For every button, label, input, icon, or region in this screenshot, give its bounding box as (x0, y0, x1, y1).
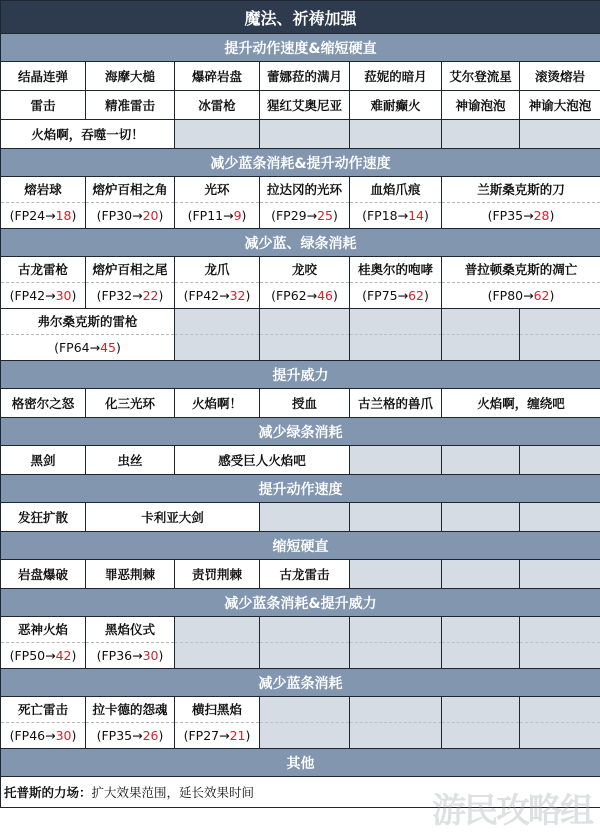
spell-cell (175, 446, 350, 475)
fp-cost (442, 334, 519, 360)
table-row (1, 177, 600, 229)
section-header: 提升威力 (1, 361, 600, 389)
fp-original: 29 (290, 208, 307, 223)
fp-prefix: (FP (183, 728, 204, 743)
spell-name: 授血 (291, 395, 317, 411)
empty-cell (442, 560, 520, 589)
spell-name (350, 309, 441, 334)
fp-suffix: ) (158, 648, 164, 663)
fp-original: 42 (203, 288, 220, 303)
spell-name: 光环 (204, 182, 230, 197)
spell-cell (1, 62, 86, 91)
fp-prefix: (FP (96, 648, 117, 663)
fp-cost (520, 334, 600, 360)
section-header: 减少蓝、绿条消耗 (1, 229, 600, 257)
section-header-row (1, 418, 600, 446)
fp-original: 30 (116, 208, 133, 223)
spell-cell (86, 177, 175, 229)
fp-cost (86, 642, 174, 668)
fp-prefix: (FP (9, 288, 30, 303)
fp-reduced: 9 (233, 208, 242, 223)
fp-original: 36 (116, 648, 133, 663)
spell-name (520, 309, 600, 334)
spell-cell (1, 446, 86, 475)
empty-cell (442, 617, 520, 669)
table-row (1, 446, 600, 475)
fp-cost (520, 722, 600, 748)
spell-cell (1, 503, 86, 532)
fp-prefix: (FP (96, 288, 117, 303)
fp-suffix: ) (116, 340, 121, 355)
fp-prefix: (FP (54, 340, 74, 355)
empty-cell (260, 503, 350, 532)
spell-cell (350, 91, 442, 120)
spell-cell (86, 503, 260, 532)
fp-cost (1, 202, 85, 228)
empty-cell (520, 697, 600, 749)
spell-cell (350, 62, 442, 91)
fp-cost (175, 642, 259, 668)
spell-cell (1, 257, 86, 309)
arrow-icon: → (219, 288, 230, 303)
empty-cell (175, 309, 260, 361)
arrow-icon: → (132, 288, 143, 303)
empty-cell (442, 697, 520, 749)
fp-cost (442, 722, 519, 748)
fp-prefix: (FP (96, 208, 117, 223)
empty-cell (350, 446, 442, 475)
spell-name: 龙爪 (204, 262, 230, 277)
spell-cell (86, 389, 175, 418)
fp-suffix: ) (71, 728, 77, 743)
spell-name: 雷击 (30, 97, 56, 113)
section-header: 减少蓝条消耗 (1, 669, 600, 697)
table-row (1, 503, 600, 532)
empty-cell (350, 120, 442, 149)
fp-prefix: (FP (96, 728, 117, 743)
empty-cell (350, 309, 442, 361)
table-row (1, 617, 600, 669)
spell-name: 熔炉百相之角 (92, 182, 168, 197)
spell-name: 死亡雷击 (17, 702, 68, 717)
section-header: 减少蓝条消耗&提升动作速度 (1, 149, 600, 177)
empty-cell (442, 446, 520, 475)
section-header-row (1, 361, 600, 389)
spell-name (442, 697, 519, 722)
spell-name: 火焰啊，吞噬一切！ (31, 126, 144, 142)
fp-original: 24 (29, 208, 46, 223)
section-header-row (1, 589, 600, 617)
spell-name: 岩盘爆破 (17, 566, 68, 582)
spell-name: 拉卡德的怨魂 (92, 702, 168, 717)
empty-cell (442, 309, 520, 361)
spell-name: 火焰啊！ (191, 395, 242, 411)
fp-suffix: ) (424, 208, 429, 223)
empty-cell (260, 309, 350, 361)
section-header-row (1, 34, 600, 62)
fp-prefix: (FP (362, 208, 382, 223)
section-header: 缩短硬直 (1, 532, 600, 560)
arrow-icon: → (45, 728, 56, 743)
fp-cost (175, 334, 259, 360)
fp-reduced: 62 (533, 288, 550, 303)
spell-name: 血焰爪痕 (370, 182, 421, 197)
table-row (1, 120, 600, 149)
fp-suffix: ) (158, 728, 164, 743)
section-header-row (1, 229, 600, 257)
empty-cell (350, 503, 442, 532)
fp-reduced: 32 (229, 288, 246, 303)
section-header-row (1, 669, 600, 697)
table-row (1, 697, 600, 749)
spell-name (175, 309, 259, 334)
fp-cost (350, 334, 441, 360)
spell-cell (86, 560, 175, 589)
fp-cost (260, 722, 349, 748)
fp-reduced: 20 (142, 208, 159, 223)
arrow-icon: → (306, 208, 318, 223)
spell-name: 火焰啊，缠绕吧 (477, 395, 565, 411)
spell-name: 古兰格的兽爪 (357, 395, 433, 411)
spell-cell (260, 257, 350, 309)
table-title: 魔法、祈祷加强 (1, 1, 600, 34)
fp-reduced: 30 (55, 728, 72, 743)
spell-cell (86, 697, 175, 749)
spell-cell (260, 560, 350, 589)
fp-suffix: ) (241, 208, 247, 223)
empty-cell (350, 617, 442, 669)
fp-suffix: ) (71, 208, 77, 223)
arrow-icon: → (132, 648, 143, 663)
fp-cost (86, 202, 174, 228)
section-header-row (1, 149, 600, 177)
fp-suffix: ) (71, 288, 77, 303)
empty-cell (175, 617, 260, 669)
spell-name (350, 697, 441, 722)
fp-cost (260, 334, 349, 360)
fp-reduced: 30 (55, 288, 72, 303)
spell-name: 桂奥尔的咆哮 (357, 262, 433, 277)
spell-cell (260, 389, 350, 418)
fp-suffix: ) (158, 288, 164, 303)
spell-cell (260, 177, 350, 229)
arrow-icon: → (223, 208, 234, 223)
empty-cell (260, 617, 350, 669)
spell-name: 感受巨人火焰吧 (218, 452, 306, 468)
spell-name (260, 697, 349, 722)
fp-cost (1, 642, 85, 668)
fp-reduced: 25 (317, 208, 333, 223)
fp-reduced: 18 (55, 208, 72, 223)
fp-cost (175, 722, 259, 748)
table-row (1, 560, 600, 589)
empty-cell (175, 120, 260, 149)
fp-reduced: 45 (100, 340, 116, 355)
fp-cost (442, 642, 519, 668)
spell-cell (1, 389, 86, 418)
spell-name: 滚烫熔岩 (535, 68, 586, 84)
table-row (1, 309, 600, 361)
spell-cell (520, 62, 600, 91)
fp-reduced: 21 (229, 728, 246, 743)
fp-reduced: 22 (142, 288, 159, 303)
spell-name: 虫丝 (117, 452, 143, 468)
fp-cost (442, 202, 600, 228)
spell-cell (86, 62, 175, 91)
fp-original: 80 (507, 288, 524, 303)
arrow-icon: → (45, 208, 56, 223)
spell-cell (1, 177, 86, 229)
fp-cost (1, 722, 85, 748)
spell-name: 古龙雷枪 (17, 262, 68, 277)
fp-cost (350, 642, 441, 668)
fp-original: 75 (381, 288, 398, 303)
fp-reduced: 28 (533, 208, 550, 223)
spell-name: 菈妮的暗月 (364, 68, 427, 84)
fp-cost (86, 722, 174, 748)
spell-name (260, 617, 349, 642)
spell-name: 罪恶荆棘 (104, 566, 155, 582)
spell-name (442, 617, 519, 642)
spell-cell (1, 560, 86, 589)
fp-original: 50 (29, 648, 46, 663)
fp-original: 27 (203, 728, 220, 743)
empty-cell (520, 560, 600, 589)
empty-cell (442, 120, 520, 149)
fp-reduced: 62 (408, 288, 424, 303)
section-header-row (1, 749, 600, 777)
fp-cost (175, 202, 259, 228)
spell-name: 卡利亚大剑 (141, 509, 204, 525)
empty-cell (520, 503, 600, 532)
fp-cost (1, 334, 174, 360)
arrow-icon: → (45, 288, 56, 303)
spell-name: 弗尔桑克斯的雷枪 (37, 314, 138, 329)
arrow-icon: → (45, 648, 56, 663)
spell-cell (442, 62, 520, 91)
spell-name: 格密尔之怒 (11, 395, 75, 411)
spell-cell (175, 389, 260, 418)
fp-prefix: (FP (187, 208, 208, 223)
empty-cell (350, 560, 442, 589)
spell-name: 兰斯桑克斯的刀 (477, 182, 565, 197)
spell-name: 冰雷枪 (198, 97, 236, 113)
fp-cost (350, 282, 441, 308)
spell-name (175, 617, 259, 642)
arrow-icon: → (89, 340, 101, 355)
spell-name: 猩红艾奥尼亚 (266, 97, 342, 113)
spell-cell (1, 120, 175, 149)
arrow-icon: → (397, 288, 409, 303)
spell-cell (442, 177, 600, 229)
table-row (1, 257, 600, 309)
spell-name: 神谕泡泡 (455, 97, 506, 113)
spell-name: 古龙雷击 (279, 566, 330, 582)
fp-cost (520, 642, 600, 668)
section-header-row (1, 532, 600, 560)
spell-cell (442, 257, 600, 309)
empty-cell (350, 697, 442, 749)
spell-cell (350, 177, 442, 229)
fp-reduced: 46 (317, 288, 333, 303)
arrow-icon: → (523, 288, 534, 303)
empty-cell (442, 503, 520, 532)
fp-original: 62 (290, 288, 307, 303)
table-row (1, 91, 600, 120)
spell-name: 拉达冈的光环 (266, 182, 342, 197)
empty-cell (260, 697, 350, 749)
fp-reduced: 14 (408, 208, 424, 223)
empty-cell (520, 446, 600, 475)
spell-name: 普拉顿桑克斯的凋亡 (464, 262, 578, 277)
fp-cost (350, 722, 441, 748)
empty-cell (520, 617, 600, 669)
section-header: 其他 (1, 749, 600, 777)
spell-name: 黑剑 (30, 452, 56, 468)
spell-name: 难耐癫火 (370, 97, 421, 113)
spell-cell (1, 617, 86, 669)
spell-name: 黑焰仪式 (104, 622, 155, 637)
spell-cell (175, 177, 260, 229)
spell-name (520, 617, 600, 642)
spell-name: 艾尔登流星 (449, 68, 512, 84)
watermark-logo: 游民攻略组 (432, 791, 592, 831)
spell-cell (175, 560, 260, 589)
fp-cost (350, 202, 441, 228)
spell-effect: 扩大效果范围，延长效果时间 (91, 785, 255, 800)
spell-name: 神谕大泡泡 (528, 97, 592, 113)
spell-cell (175, 91, 260, 120)
fp-prefix: (FP (271, 288, 291, 303)
spell-name: 海摩大槌 (104, 68, 155, 84)
empty-cell (520, 309, 600, 361)
fp-prefix: (FP (9, 728, 30, 743)
arrow-icon: → (397, 208, 409, 223)
spell-cell (260, 91, 350, 120)
fp-original: 35 (507, 208, 524, 223)
spell-name: 蕾娜菈的满月 (266, 68, 342, 84)
spell-name: 化三光环 (104, 395, 155, 411)
spell-name: 责罚荆棘 (191, 566, 242, 582)
fp-original: 32 (116, 288, 133, 303)
fp-original: 35 (116, 728, 133, 743)
section-header: 提升动作速度 (1, 475, 600, 503)
fp-original: 64 (73, 340, 90, 355)
fp-suffix: ) (549, 288, 555, 303)
fp-original: 46 (29, 728, 46, 743)
fp-reduced: 26 (142, 728, 159, 743)
spell-name: 托普斯的力场 (4, 785, 80, 800)
fp-reduced: 42 (55, 648, 72, 663)
section-header: 减少蓝条消耗&提升威力 (1, 589, 600, 617)
fp-suffix: ) (549, 208, 555, 223)
arrow-icon: → (132, 728, 143, 743)
spell-name: 横扫黑焰 (191, 702, 242, 717)
fp-suffix: ) (245, 728, 251, 743)
section-header: 减少绿条消耗 (1, 418, 600, 446)
fp-prefix: (FP (362, 288, 382, 303)
fp-prefix: (FP (487, 288, 508, 303)
fp-cost (260, 282, 349, 308)
fp-original: 18 (381, 208, 398, 223)
fp-cost (1, 282, 85, 308)
fp-suffix: ) (245, 288, 251, 303)
spell-name: 熔岩球 (24, 182, 62, 197)
fp-cost (260, 642, 349, 668)
fp-reduced: 30 (142, 648, 159, 663)
fp-cost (175, 282, 259, 308)
fp-suffix: ) (158, 208, 164, 223)
spell-name (442, 309, 519, 334)
table-row (1, 62, 600, 91)
spell-cell (350, 389, 442, 418)
fp-suffix: ) (71, 648, 77, 663)
spell-name: 精准雷击 (104, 97, 155, 113)
arrow-icon: → (306, 288, 318, 303)
section-header: 提升动作速度&缩短硬直 (1, 34, 600, 62)
spell-cell (175, 62, 260, 91)
fp-cost (260, 202, 349, 228)
spell-name: 发狂扩散 (17, 509, 68, 525)
fp-suffix: ) (333, 288, 338, 303)
spell-cell (86, 617, 175, 669)
empty-cell (260, 120, 350, 149)
fp-cost (86, 282, 174, 308)
fp-prefix: (FP (9, 208, 30, 223)
spell-cell (175, 257, 260, 309)
spell-name (520, 697, 600, 722)
spell-name: 爆碎岩盘 (191, 68, 242, 84)
spell-cell (86, 91, 175, 120)
arrow-icon: → (523, 208, 534, 223)
spell-cell (1, 309, 175, 361)
arrow-icon: → (219, 728, 230, 743)
spell-name: 熔炉百相之尾 (92, 262, 168, 277)
fp-suffix: ) (333, 208, 338, 223)
spell-cell (442, 91, 520, 120)
fp-prefix: (FP (487, 208, 508, 223)
spell-cell (520, 91, 600, 120)
spell-cell (175, 697, 260, 749)
spell-name: 龙咬 (291, 262, 317, 277)
fp-original: 11 (207, 208, 224, 223)
fp-cost (442, 282, 600, 308)
spell-cell (442, 389, 600, 418)
table-row (1, 389, 600, 418)
spell-cell (86, 257, 175, 309)
spell-cell (86, 446, 175, 475)
fp-suffix: ) (424, 288, 429, 303)
spell-name: 恶神火焰 (17, 622, 68, 637)
spell-name: 结晶连弹 (17, 68, 68, 84)
arrow-icon: → (132, 208, 143, 223)
separator: ： (79, 785, 92, 800)
spell-name (350, 617, 441, 642)
fp-prefix: (FP (183, 288, 204, 303)
spell-name (260, 309, 349, 334)
spell-cell (1, 697, 86, 749)
spell-cell (260, 62, 350, 91)
empty-cell (520, 120, 600, 149)
spell-cell (1, 91, 86, 120)
fp-prefix: (FP (271, 208, 291, 223)
section-header-row (1, 475, 600, 503)
fp-prefix: (FP (9, 648, 30, 663)
spell-cell (350, 257, 442, 309)
fp-original: 42 (29, 288, 46, 303)
